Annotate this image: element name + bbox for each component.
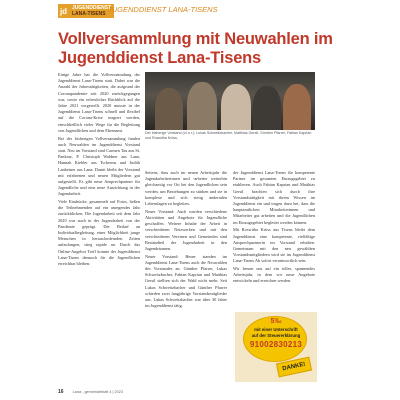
donation-thanks: DANKE!	[276, 357, 312, 378]
paragraph: Neuer Vorstand: Heuer standen im Jugenddienst Lana-Tisens auch die Neuwahlen des Vorstandes an. Günther Pfarrer, Lukas Schweitzbacher, Fabian Kaprian und Matthias Gerstl stellten sich der Wahl nicht mehr. Seit Lukas Schweitzbacher und Günther Pfarrer schieden zwei langjährige Vorstandsmitglieder aus. Lukas Schweitzbacher war über 30 Jahre im Jugenddienst tätig.	[145, 253, 227, 309]
person-figure	[283, 84, 311, 130]
page-number: 16	[58, 389, 64, 395]
article-column-1	[58, 72, 140, 377]
paragraph: Bei der bisherigen Vollversammlung fanden auch Neuwahlen im Jugenddienst Vorstand statt. Neu im Vorstand sind Carmen Tau aus St. Pankraz, P. Christoph Waldner aus Lana, Hannah Kiebler aus Tscherms und Judith Lanbeiner aus Lana. Damit bleibt der Vorstand mit erfahrenen und neuen Mitgliedern gut aufgestellt. Es gibt neue Ansprechpartner für Jugendliche und eine neue Ausrichtung in der Jugendarbeit.	[58, 135, 140, 197]
article-column-2	[145, 170, 227, 377]
person-figure	[253, 86, 281, 130]
logo-mark: jd	[58, 4, 69, 18]
donation-ad	[235, 312, 317, 382]
article-column-3	[233, 170, 315, 310]
publication-info: Lana - gemeindeblatt 4 | 2023	[72, 390, 124, 394]
donation-text-2: auf der Steuererklärung	[251, 333, 301, 338]
jugenddienst-logo	[58, 4, 114, 18]
paragraph: Einige Jahre hat die Vollversammlung der Jugenddienst Lana-Tisens statt. Dabei war die Anzahl der Jahrestätigkeiten, die aufgrund der Coronapandemie seit 2020 zurückgegangen war, sowie ein erfreulicher Rückblick auf die Jahre 2021 vorgestellt. 2020 musste in der Jugenddienst Lana-Tisens schnell und flexibel auf die Corona-Krise reagiert werden, einschließlich vieler Wege für die Begleitung von Jugendlichen und dem Ehrenamt.	[58, 72, 140, 133]
article-title: Vollversammlung mit Neuwahlen im Jugenddienst Lana-Tisens	[58, 30, 333, 67]
group-photo	[145, 72, 315, 130]
logo-line-1: JUGENDDIENST	[72, 5, 112, 11]
paragraph: Wir freuen uns auf ein tolles, spannendes Arbeitsjahr, in dem wir neue Angebote entwickeln und erreichen werden.	[233, 266, 315, 284]
person-figure	[221, 84, 251, 130]
donation-text-1: mit einer Unterschrift	[254, 327, 298, 332]
paragraph: der Jugenddienst Lana-Tisens für kompetente Partner im gesamten Einzugsgebiet zu etablieren. Auch Fabian Kaprian und Matthias Gerstl brachten sich durch ihre Vorstandstätigkeit mit ihrem Wissen im Jugenddienst ein und trugen dazu bei, dass die hauptamtlichen Mitarbeiterinnen und Mitarbeiter gut arbeiten und die Jugendlichen im Einzugsgebiet begleitet werden können.	[233, 170, 315, 225]
donation-percent: 5‰	[270, 318, 282, 325]
paragraph: Neuer Vorstand: Auch wurden verschiedene Aktivitäten und Angebote für Jugendliche geschaffen. Weitere Inhalte der Arbeit in verschiedenen Netzwerken und mit den verschiedenen Vereinen und Gemeinden sind Bestandteil der Jugendarbeit in den Jugendräumen.	[145, 208, 227, 251]
person-figure	[155, 88, 183, 130]
paragraph: Mit Roswitha Kröss aus Tisens bleibt dem Jugenddienst eine kompetente, vielfältige Ansprechpartnerin im Vorstand erhalten. Gemeinsam mit den neu gewählten Vorstandsmitgliedern wird sie im Jugenddienst Lana-Tisens Ab sofort verantwortlich sein.	[233, 227, 315, 264]
page-footer	[58, 389, 123, 395]
page-header	[0, 0, 400, 22]
photo-caption: Der bisherige Vorstand (v.l.n.r.): Lukas Schweitzbacher, Matthias Gerstl, Günther Pfarrer, Fabian Kaprian und Roswitha Kröss.	[145, 131, 312, 140]
section-label: JUGENDDIENST LANA-TISENS	[108, 5, 218, 14]
paragraph: Viele Eindrücke, gesammelt auf Fotos, ließen die Teilnehmenden auf ein anregendes Jahr zurückblicken. Die Jugendarbeit seit dem Jahr 2020 war auch in der Jugendarbeit von der Pandemie geprägt. Der Bedarf an Individualbegleitung, einer Möglichkeit junge Menschen in herausfordernden Zeiten aufzufangen, stieg rapide an. Durch das Online-Angebot Treff konnte der Jugenddienst Lana-Tisens dennoch für die Jugendlichen erreichbar bleiben.	[58, 199, 140, 267]
donation-tax-code: 91002830213	[249, 340, 303, 349]
logo-line-2: LANA-TISENS	[72, 11, 106, 17]
person-figure	[187, 82, 217, 130]
paragraph: Seitens, dass auch im neuen Arbeitsjahr die Jugendarbeiterinnen und -arbeiter weiterhin gleichzeitig vor Ort bei den Jugendlichen sein werden, um Beziehungen zu stärken und sie in komplexe und sich stetig ändernden Lebenslagen zu begleiten.	[145, 170, 227, 207]
